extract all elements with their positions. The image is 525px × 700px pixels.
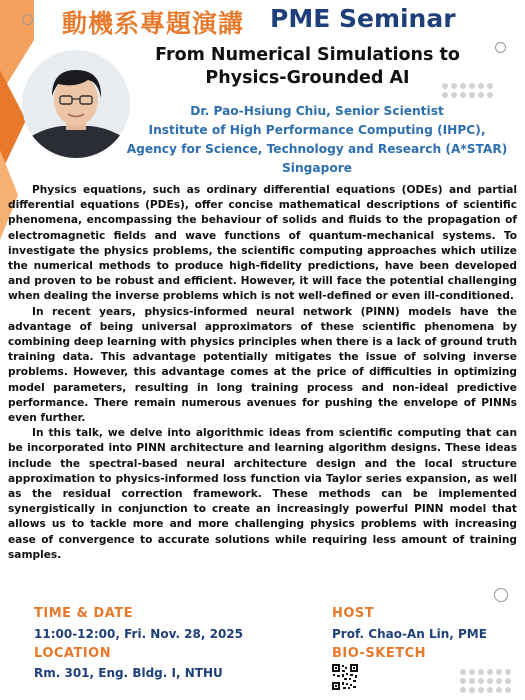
speaker-info (112, 102, 522, 178)
qr-code-icon[interactable] (332, 664, 358, 690)
speaker-name: Dr. Pao-Hsiung Chiu, Senior Scientist (190, 104, 444, 118)
speaker-affiliation: Institute of High Performance Computing (IHPC), (148, 123, 486, 137)
seminar-title-chinese: 動機系專題演講 (62, 9, 245, 38)
decorative-dot-grid (458, 668, 514, 694)
talk-title-line: Physics-Grounded AI (205, 68, 410, 88)
abstract-paragraph: In recent years, physics-informed neural network (PINN) models have the advantage of being universal approximators of these scientific phenomena by combining deep learning with physics principles when there is a lack of ground truth training data. This advantage potentially mitigates the issue of solving inverse problems. However, this advantage comes at the price of difficulties in optimizing model parameters, resulting in long training process and non-ideal predictive performance. There remain numerous avenues for pushing the envelope of PINNs even further. (8, 305, 517, 425)
time-date-label: TIME & DATE (34, 606, 134, 621)
decorative-circle-icon (494, 588, 508, 602)
speaker-affiliation: Agency for Science, Technology and Research (A*STAR) (126, 142, 508, 156)
bio-sketch-label: BIO-SKETCH (332, 646, 427, 661)
seminar-title-english: PME Seminar (270, 4, 456, 33)
abstract-paragraph: In this talk, we delve into algorithmic ideas from scientific computing that can be incorporated into PINN architecture and learning algorithm designs. These ideas include the spectral-based neural architecture design and the local structure approximation to physics-informed loss function via Taylor series expansion, as well as the residual correction framework. These methods can be implemented synergistically in conjunction to create an increasingly powerful PINN model that allows us to tackle more and more challenging physics problems with increasing ease of convergence to accurate solutions while requiring less amount of training samples. (8, 427, 517, 561)
time-date-value: 11:00-12:00, Fri. Nov. 28, 2025 (34, 627, 244, 641)
talk-title-line: From Numerical Simulations to (155, 45, 460, 65)
abstract (8, 183, 517, 563)
host-label: HOST (332, 606, 375, 621)
host-value: Prof. Chao-An Lin, PME (332, 627, 487, 641)
location-label: LOCATION (34, 646, 112, 661)
location-value: Rm. 301, Eng. Bldg. I, NTHU (34, 666, 223, 680)
decorative-circle-icon (22, 14, 33, 25)
decorative-circle-icon (495, 42, 506, 53)
talk-title (130, 44, 485, 90)
speaker-country: Singapore (282, 161, 352, 175)
abstract-paragraph: Physics equations, such as ordinary differential equations (ODEs) and partial differential equations (PDEs), offer concise mathematical descriptions of scientific phenomena, encompassing the behaviour of solids and fluids to the propagation of electromagnetic fields and wave functions of quantum-mechanical systems. To investigate the physics problems, the scientific computing approaches which utilize the numerical methods to produce high-fidelity predictions, have been developed and proven to be robust and efficient. However, it will face the potential challenging when dealing the inverse problems which is not well-defined or even ill-conditioned. (8, 184, 517, 303)
